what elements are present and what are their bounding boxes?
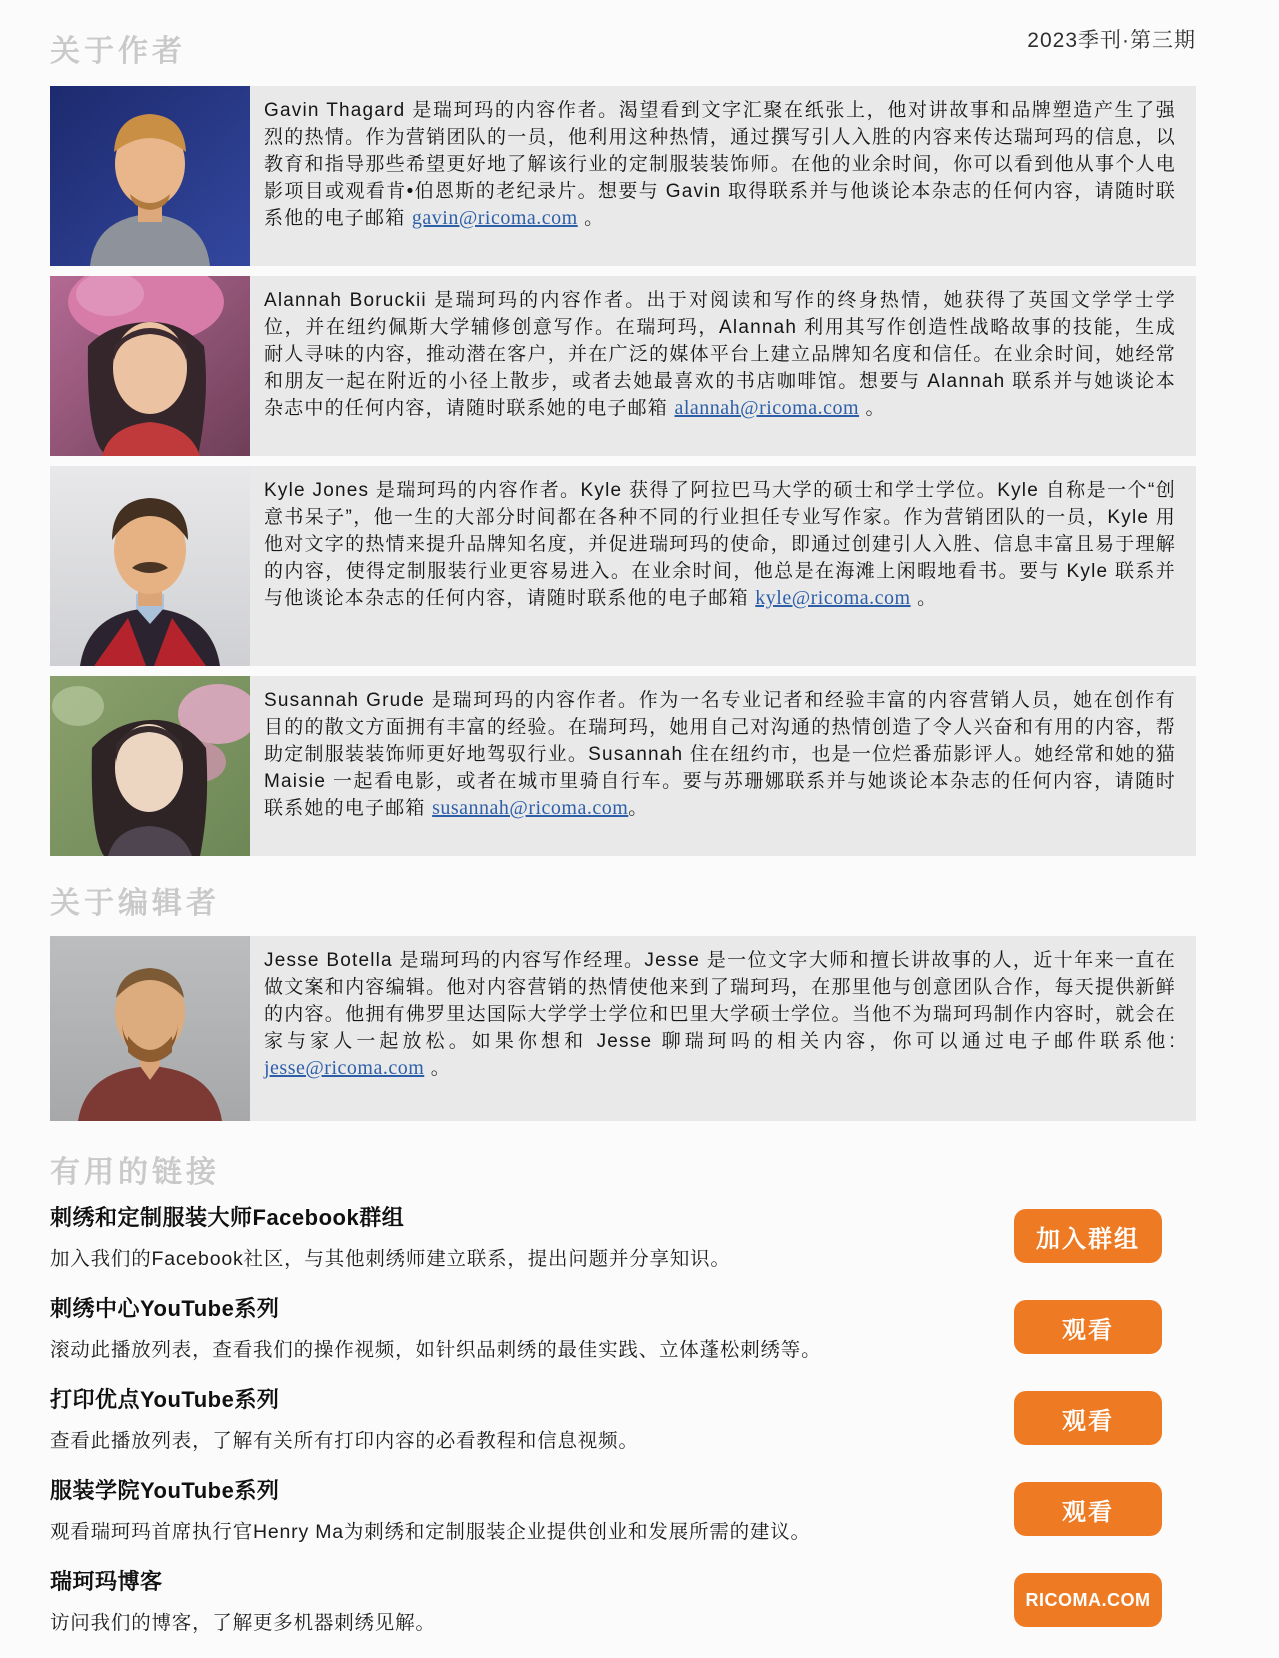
editor-section-heading: 关于编辑者 [50,887,220,920]
email-link-gavin[interactable]: gavin@ricoma.com [411,207,578,229]
issue-label: 2023季刊·第三期 [1027,29,1196,52]
link-description: 滚动此播放列表，查看我们的操作视频，如针织品刺绣的最佳实践、立体蓬松刺绣等。 [50,1339,822,1361]
author-bio-alannah [250,276,1196,456]
link-row-embroidery-hub [50,1292,1196,1362]
link-description: 加入我们的Facebook社区，与其他刺绣师建立联系，提出问题并分享知识。 [50,1248,731,1270]
bio-text-end: 。 [910,588,938,609]
watch-button-print-pros[interactable]: 观看 [1014,1391,1162,1445]
bio-text: Kyle Jones 是瑞珂玛的内容作者。Kyle 获得了阿拉巴马大学的硕士和学士学位。Kyle 自称是一个“创意书呆子”，他一生的大部分时间都在各种不同的行业担任专业写作家。作为营销团队的一员，Kyle 用他对文字的热情来提升品牌知名度，并促进瑞珂玛的使命，即通过创建引人入胜、信息丰富且易于理解的内容，使得定制服装行业更容易进入。在业余时间，他总是在海滩上闲暇地看书。要与 Kyle 联系并与他谈论本杂志的任何内容，请随时联系他的电子邮箱 [264,480,1176,609]
watch-button-apparel-academy[interactable]: 观看 [1014,1482,1162,1536]
watch-button-embroidery-hub[interactable]: 观看 [1014,1300,1162,1354]
link-description: 查看此播放列表，了解有关所有打印内容的必看教程和信息视频。 [50,1430,639,1452]
editor-photo-jesse [50,936,250,1121]
author-bio-gavin [250,86,1196,266]
link-info [50,1565,970,1635]
editor-bio-jesse [250,936,1196,1121]
email-link-susannah[interactable]: susannah@ricoma.com [432,797,629,819]
author-photo-kyle [50,466,250,666]
author-photo-alannah [50,276,250,456]
link-row-apparel-academy [50,1474,1196,1544]
link-title: 刺绣和定制服装大师Facebook群组 [50,1205,405,1230]
links-section-heading: 有用的链接 [50,1156,220,1189]
author-card-gavin [50,86,1196,266]
link-info [50,1474,970,1544]
editor-card-jesse [50,936,1196,1121]
bio-text-end: 。 [424,1058,451,1079]
bio-text: Alannah Boruckii 是瑞珂玛的内容作者。出于对阅读和写作的终身热情，她获得了英国文学学士学位，并在纽约佩斯大学辅修创意写作。在瑞珂玛，Alannah 利用其写作创造性战略故事的技能，生成耐人寻味的内容，推动潜在客户，并在广泛的媒体平台上建立品牌知名度和信任。在业余时间，她经常和朋友一起在附近的小径上散步，或者去她最喜欢的书店咖啡馆。想要与 Alannah 联系并与她谈论本杂志中的任何内容，请随时联系她的电子邮箱 [264,290,1176,419]
link-info [50,1201,970,1271]
link-title: 打印优点YouTube系列 [50,1387,280,1412]
ricoma-com-button[interactable]: RICOMA.COM [1014,1573,1162,1627]
link-description: 访问我们的博客，了解更多机器刺绣见解。 [50,1612,436,1634]
link-title: 刺绣中心YouTube系列 [50,1296,280,1321]
link-description: 观看瑞珂玛首席执行官Henry Ma为刺绣和定制服装企业提供创业和发展所需的建议。 [50,1521,811,1543]
bio-text: Jesse Botella 是瑞珂玛的内容写作经理。Jesse 是一位文字大师和擅长讲故事的人，近十年来一直在做文案和内容编辑。他对内容营销的热情使他来到了瑞珂玛，在那里他与创意团队合作，每天提供新鲜的内容。他拥有佛罗里达国际大学学士学位和巴里大学硕士学位。当他不为瑞珂玛制作内容时，就会在家与家人一起放松。如果你想和 Jesse 聊瑞珂吗的相关内容，你可以通过电子邮件联系他: [264,950,1176,1052]
author-card-susannah [50,676,1196,856]
link-title: 瑞珂玛博客 [50,1569,163,1594]
link-row-print-pros [50,1383,1196,1453]
author-bio-susannah [250,676,1196,856]
author-card-kyle [50,466,1196,666]
bio-text: Gavin Thagard 是瑞珂玛的内容作者。渴望看到文字汇聚在纸张上，他对讲故事和品牌塑造产生了强烈的热情。作为营销团队的一员，他利用这种热情，通过撰写引人入胜的内容来传达瑞珂玛的信息，以教育和指导那些希望更好地了解该行业的定制服装装饰师。在他的业余时间，你可以看到他从事个人电影项目或观看肯•伯恩斯的老纪录片。想要与 Gavin 取得联系并与他谈论本杂志的任何内容，请随时联系他的电子邮箱 [264,100,1176,229]
author-photo-susannah [50,676,250,856]
link-title: 服装学院YouTube系列 [50,1478,280,1503]
link-row-ricoma-blog [50,1565,1196,1635]
authors-section-heading: 关于作者 [50,35,186,68]
author-photo-gavin [50,86,250,266]
bio-text-end: 。 [577,208,605,229]
link-info [50,1292,970,1362]
bio-text: Susannah Grude 是瑞珂玛的内容作者。作为一名专业记者和经验丰富的内容营销人员，她在创作有目的的散文方面拥有丰富的经验。在瑞珂玛，她用自己对沟通的热情创造了令人兴奋和有用的内容，帮助定制服装装饰师更好地驾驭行业。Susannah 住在纽约市，也是一位烂番茄影评人。她经常和她的猫 Maisie 一起看电影，或者在城市里骑自行车。要与苏珊娜联系并与她谈论本杂志的任何内容，请随时联系她的电子邮箱 [264,690,1176,819]
link-info [50,1383,970,1453]
email-link-kyle[interactable]: kyle@ricoma.com [755,587,911,609]
page-header [50,26,1196,70]
link-row-facebook-group [50,1201,1196,1271]
author-card-alannah [50,276,1196,456]
author-bio-kyle [250,466,1196,666]
email-link-alannah[interactable]: alannah@ricoma.com [674,397,860,419]
bio-text-end: 。 [859,398,886,419]
join-group-button[interactable]: 加入群组 [1014,1209,1162,1263]
bio-text-end: 。 [628,798,649,819]
email-link-jesse[interactable]: jesse@ricoma.com [264,1057,425,1079]
